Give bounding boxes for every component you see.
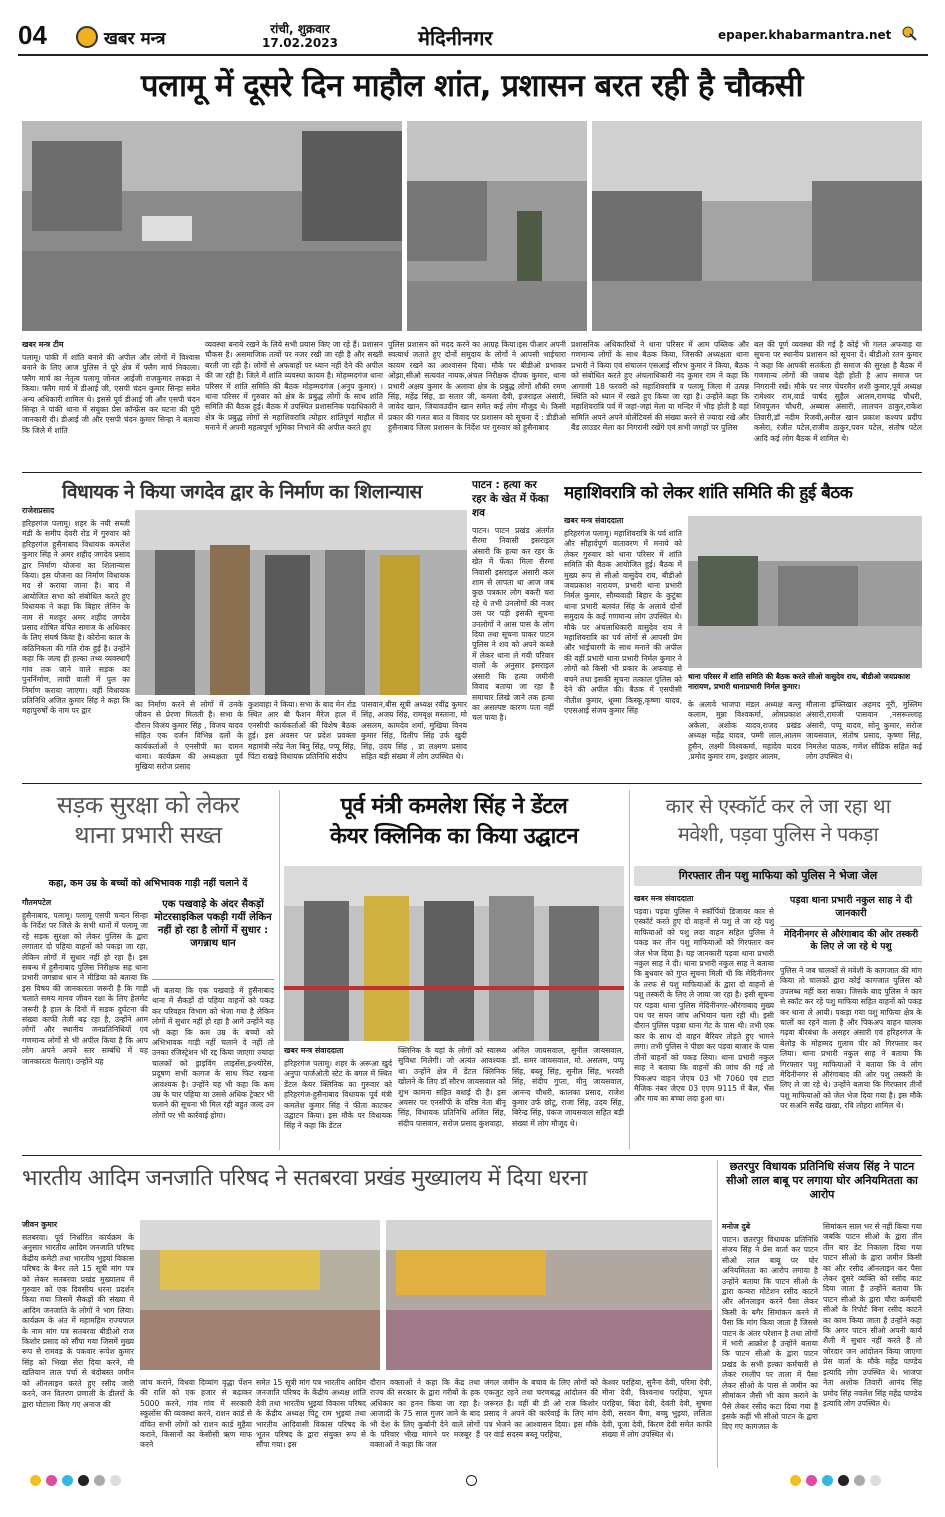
cattle-col-1 (634, 894, 774, 1150)
registration-mark (790, 1475, 801, 1486)
patan-text-1: पाटन। छतरपुर विधायक प्रतिनिधि संजय सिंह ने प्रेस वार्ता कर पाटन सीओ लाल बाबू पर घोर अनियमितता का आरोप लगाया है उन्होंने बताया कि पाटन सीओ के द्वारा कन्वरा मोटेशन रसीद काटने और ऑनलाइन करने पैसा लेकर किसी के बगैर सिमांकन करने में पैसा कि मांग किया जाता है जिससे पाटन के अंतर परेशान है तथा लोगों में भारी आक्रोश है उन्होंने बताया कि पाटन सीओ के द्वारा पाटन प्रखंड के सभी हल्का कर्मचारी से लेकर रमलीप पर ताला में पैसा लेकर सीओ के पास से जमीन का सीमांकन जैसी भी काम कराने के पैसे लेकर रसीद कटा दिया गया है इसके कहीं भी सीओ पाटन के द्वारा दिए गए कागजात के (722, 1235, 818, 1432)
dental-photo (284, 866, 624, 1041)
murder-text: पाटन। पाटन प्रखंड अंतर्गत सैरमा निवासी इसराइल अंसारी कि हत्या कर रहर के खेत में फेंका मिला सैरमा निवासी इसराइल अंसारी कल शाम से लापता था आज जब कुछ पत्रकार लोग बकरी चरा रहे थे तभी उनलोगों की नजर उस पर पड़ी इसकी सूचना उनलोगों ने आस पास के लोग दिया तथा सूचना पाकर पाटन पुलिस ने शव को अपने कब्जे में लेकर थाना ले गयी परिवार वालों के अनुसार इसराइल अंसारी कि हत्या जमीनी विवाद बताया जा रहा है समाचार लिखे जाने तक हत्या का असल्पष्ट कारण पता नहीं चल पाया है। (472, 526, 554, 723)
patan-text-2: सिमांकन साल भर से नहीं किया गया जबकि पाटन सीओ के द्वारा तीन तीन बार डेट निकाला दिया गया पाटन सीओ के द्वारा जमीन किसी का और रसीद ऑनलाइन कर पैसा लेकर दूसरे व्यक्ति को रसीद काट दिया जाता है उन्होंने बताया कि पाटन सीओ के द्वारा चौरा कर्मचारी सीओ के रिपोर्ट बिना रसीद काटने का काम किया जाता है उन्होंने कहा कि अगर पाटन सीओ अपनी कार्य शैली में सुधार नहीं करते हैं तो जोरदार जन आंदोलन किया जाएगा प्रेस वार्ता के मौके महेंद्र पाण्डेय इत्यादि लोग उपस्थित थे। भाजपा नेता अशोक तिवारी आनंद सिंह प्रमोद सिंह नवलेश सिंह महेंद्र पाण्डेय इत्यादि लोग उपस्थित थे। (823, 1222, 922, 1408)
lead-text-1: पलामू। पांकी में शांति बनाने की अपील और लोगों में विश्वास बनाने के लिए आज पुलिस ने पूरे क्षेत्र में फ्लैग मार्च निकाला। फ्लैग मार्च का नेतृत्व पलामू जोनल आईजी राजकुमार लकड़ा ने किया। फ्लैग मार्च में डीआई जी, एसपी चंदन कुमार सिन्हा समेत अन्य अधिकारी शामिल थे। इससे पूर्व डीआई जी और एसपी चंदन सिन्हा ने पांकी थाना में संयुक्त प्रेस कॉन्फ्रेंस कर घटना की पूरी जानकारी दी। डीआई जी और एसपी चंदन कुमार सिन्हा ने बताया कि जिले में शांति (22, 353, 200, 435)
lead-text-5: बल की पूर्ण व्यवस्था की गई है कोई भी गलत अफवाह या सूचना पर स्थानीय प्रशासन को सूचना दें। बीडीओ रतन कुमार ने कहा कि आपकी सतर्कता ही समाज की सुरक्षा है बैठक में गणमान्य लोगों की जवाब देही होती है आप समाज पर निगरानी रखें। मौके पर नगर चेयरमैन शशी कुमार,पूर्व अध्यक्ष रामेश्वर राम,वार्ड पार्षद सुहैल आलम,रामचंद्र चौधरी, शिवपूजन चौधरी, अब्बास अंसारी, लालचन ठाकुर,राकेश तिवारी,डॉ नदीम रिजवी,अनील खान प्रकाश कश्यप प्रदीप कसेरा, रंजीत पटेल,राजीव ठाकुर,पवन पटेल, संतोष पटेल आदि कई लोग बैठक में शामिल थे। (754, 340, 922, 443)
cattle-byline: खबर मन्त्र संवाददाता (634, 894, 694, 903)
cattle-headline-line-1: कार से एस्कॉर्ट कर ले जा रहा था (665, 794, 891, 818)
registration-mark (806, 1475, 817, 1486)
road-text-1: हुसैनाबाद, पलामू। पलामू एसपी चन्दन सिन्हा के निर्देश पर जिले के सभी थानों में पलामू जा रहे सड़क सुरक्षा को लेकर पुलिस के द्वारा लगातार दो पहिया वाहनों को पकड़ा जा रहा, लेकिन लोगों में सुधार नहीं हो रहा है। इस सबन्ध में हुसैनाबाद पुलिस निरीक्षक सह थाना प्रभारी जगन्नाथ धान ने मीडिया को बताया कि इस विषय की जानकारता जरूरी है कि गाड़ी चलाते समय मानव जीवन रक्षा के लिए हेलमेट जरूरी है हाल के दिनों में सड़क दुर्घटना की संख्या काफी तेजी बढ़ रहा है, उन्होंने आम लोगों और स्थानीय जनप्रतिनिधियों एवं गणमान्य लोगों से भी अपील किया है कि आप लोग अपने अपने स्तर सम्बंधि में यह जानकारता फैलाएं। उन्होंने यह (22, 911, 148, 1066)
road-text-2: भी बताया कि एक पखवाड़े में हुसैनाबाद थाना में सैकड़ों दो पहिया वाहनों को पकड़ कर परिवहन विभाग को भेजा गया है लेकिन लोगों में सुधार नहीं हो रहा है आगे उन्होंने यह भी कहा कि कम उम्र के बच्चों को अभिभावक गाड़ी नहीं चलाने दे नहीं तो उनका रजिस्ट्रेशन भी रद्द किया जाएगा ज्यादा चालकों को ड्राइविंग लाइसेंस,इन्श्योरेंस, प्रदूषण सभी कागज के साथ फिट रखना आवश्यक है। उन्होंने यह भी कहा कि कम उम्र के चार पहिया या उससे अधिक ट्रेक्टर भी चलाने की सूचना भी मिल रही बहुत जल्द उन लोगों पर भी कार्रवाई होगा। (152, 986, 274, 1120)
cattle-headline (634, 792, 922, 848)
registration-mark (30, 1475, 41, 1486)
jagdev-text-2: का निर्माण करने से लोगों में उनके जीवन से प्रेरणा मिलती है। सभा के दौरान विजय कुमार सिंह , विजय यादव संहित एक दर्जन विभिन्न दलों के कार्यकर्ताओं ने एनसीपी का दामन थामा। कार्यक्रम की अध्यक्षता पूर्व मुखिया सरोज प्रसाद (135, 700, 243, 772)
lead-headline: पलामू में दूसरे दिन माहौल शांत, प्रशासन बरत रही है चौकसी (140, 68, 804, 104)
jagdev-col-1 (22, 506, 130, 778)
shivratri-text-1: हरिहरगंज पलामू। महाशिवरात्रि के पर्व शांति और सौहार्दपूर्ण वातावरण में मनाये को लेकर गुरुवार को थाना परिसर में शांति समिति की बैठक आयोजित हुई। बैठक में मुख्य रूप से सीओ वासुदेव राय, बीडीओ जयप्रकाश नारायण, प्रभारी थाना प्रभारी निर्मल कुमार, सौम्यवादी बिहार के कुटुंबा थाना प्रभारी बलवंत सिंह के अलावे दोनों समुदाय के कई गणमान्य लोग उपस्थित थे। मौके पर अंचलाधिकारी वासुदेव राय ने महाशिवरात्रि का पर्व लोगों से आपसी प्रेम और भाईचारगी के साथ मनाने की अपील की वहीं प्रभारी थाना प्रभारी निर्मल कुमार ने लोगों को किसी भी प्रकार के अफवाह से बचने तथा इसकी सूचना तत्काल पुलिस को देने की अपील की। बैठक में एसपीसी नीतीश कुमार, धूम्मा किस्कू,कृष्णा यादव, एएसआई संजय कुमार सिंह (564, 529, 682, 715)
road-col-1 (22, 898, 148, 1150)
shivratri-photo (688, 516, 922, 668)
registration-mark (62, 1475, 73, 1486)
tribal-text-2: जांच कराने, विधवा दिव्यांग वृद्धा पेंशन की राशि को एक हजार से बढ़ाकर 5000 करने, गांव गांव में सरकारी स्कूलोंस की व्यवस्था करने, राशन कार्ड से वंचित सभी लोगों को राशन कार्ड मुहैया कराने, किसानों का केसीसी ऋण माफ करने (140, 1378, 252, 1450)
date: 17.02.2023 (262, 36, 338, 50)
page-number: 04 (18, 20, 47, 50)
dental-text-1: हरिहरगंज पलामू। शहर के अरूआ खुर्द अनुपा पार्जओती स्टेट के बगल में स्थित डेंटल केयर क्लिनिक का गुरुवार को हरिहरगंज-हुसैनाबाद विधायक पूर्व मंत्री कमलेश कुमार सिंह ने फीता काटकर उद्घाटन किया। इस मौके पर विधायक सिंह ने कहा कि डेंटल (284, 1059, 392, 1131)
column-divider (717, 1160, 718, 1468)
lead-text-2: व्यवस्था बनाये रखने के लिये सभी प्रयास किए जा रहे हैं। प्रशासन चौकस है। असमाजिक तत्वों पर नजर रखी जा रही है और सख्ती बरती जा रही है। लोगों से अफवाहों पर ध्यान नहीं देने की अपील की जा रही है। जिले में शांति व्यवस्था कायम है। मोहम्मदगंज थाना परिसर में शांति समिति की बैठक मोहम्मदगंज (अनुप कुमार) । थाना परिसर में गुरुवार को क्षेत्र के प्रबुद्ध लोगों के साथ शांति समिति की बैठक हुई। बैठक में उपस्थित प्रशासनिक पदाधिकारी ने क्षेत्र के प्रबुद्ध लोगों से महाशिवरात्रि त्योहार शांतिपूर्ण माहौल में मनाने में अपनी महत्वपूर्ण भूमिका निभाने की अपील करते हुए (205, 340, 383, 433)
cattle-banner: गिरफ्तार तीन पशु माफिया को पुलिस ने भेजा जेल (634, 866, 922, 886)
dental-col-1 (284, 1046, 392, 1150)
tribal-byline: जीवन कुमार (22, 1220, 58, 1229)
patan-col-1 (722, 1222, 818, 1468)
dental-text-2: क्लिनिक के यहां के लोगों को स्वास्थ्य सुविधा मिलेगी। जो अत्यंत आवश्यक था। उन्होंने क्षेत्र में डेंटल क्लिनिक खोलने के लिए डॉ सौरभ जायसवाल को शुभ कामना सहित बधाई दी है। इस अवसर पर एनसीपी के वरिष्ठ नेता बीनू सिंह, विधायक प्रतिनिधि अजित सिंह, संदीप पासवान, सरोज प्रसाद कुशवाहा, (398, 1046, 506, 1128)
jagdev-text-1: हरिहरगंज पलामू। शहर के नयी सब्जी मंडी के समीप देवरी रोड में गुरुवार को हरिहरगंज हुसैनाबाद विधायक कमलेश कुमार सिंह ने अमर शहीद जगदेव प्रसाद द्वार निर्माण योजना का शिलान्यास किया। इस योजना का निर्माण विधायक मद से कराया जाना है। बाद में आयोजित सभा को संबोधित करते हुए विधायक ने कहा कि बिहार लेनिन के नाम से मशहूर अमर शहीद जगदेव प्रसाद शोषित वंचित समाज के अधिकार के लिए संघर्ष किया है। कोरोना काल के कठिनिकता की गति रोक हुई है। उन्होंने कहा कि जल्द ही हल्का तथ्य व्यवस्थाएँ गांव तक जाने वाले सड़क का पुनर्निर्माण, लादी वाली में पुल का निर्माण कराया जाएगा। वहीं विधायक प्रतिनिधि अजित कुमार सिंह ने कहा कि महापुरुषों के नाम पर द्वार (22, 519, 130, 716)
tribal-photo-1 (140, 1220, 380, 1370)
patan-headline: छतरपुर विधायक प्रतिनिधि संजय सिंह ने पाटन सीओ लाल बाबू पर लगाया घोर अनियमितता का आरोप (726, 1160, 918, 1201)
registration-mark (838, 1475, 849, 1486)
column-divider (629, 790, 630, 1150)
jagdev-byline: राजेशप्रसाद (22, 506, 55, 515)
cattle-text-2: पुलिस ने जब चालकों से मवेशी के कागजात की मांग किया तो चालकों द्वारा कोई कागजात पुलिस को उपलब्ध नहीं करा सका। जिसके बाद पुलिस ने कार से स्कॉट कर रहे पशु माफिया सहित वाहनों को पकड़ कर थाना ले आयी। पकड़ा गया पशु माफिया क्षेत्र के चालों का रहने वाला है और पिकअप वाहन चालक गढ़वा बीरबंधा के असहर अंसारी एवं हरिहरगंज के बेलोड़ के मोहम्मद गुलाम पीर को गिरफ्तार कर लिया। थाना प्रभारी नकुल साह ने बताया कि गिरफ्तार पशु माफियाओं ने बताया कि वे लोग मेदिनीनगर से औरंगाबाद की ओर पशु तस्करी के लिए ले जा रहे थे। उन्होंने बताया कि गिरफ्तार तीनों पशु माफियाओं को जेल भेज दिया गया है। इस मौके पर सअनि सर्वेंद्र खखा, रवि लोहरा शामिल थे। (780, 966, 922, 1111)
patan-byline: मनोज दुबे (722, 1222, 751, 1231)
cattle-side-head-2: मेदिनीनगर से औरंगाबाद की ओर तस्करी के लिए ले जा रहे थे पशु (780, 926, 922, 962)
jagdev-photo (135, 510, 467, 695)
lead-photo-3 (592, 121, 922, 331)
registration-mark (46, 1475, 57, 1486)
lead-text-4: प्रशासनिक अधिकारियों ने थाना परिसर में आम पब्लिक और गणमान्य लोगों के साथ बैठक किया, जिसकी अध्यक्षता थाना प्रभारी ने किया एवं संचालन एसआई सौरभ कुमार ने किया, बैठक को संबोधित करते हुए अंचलाधिकारी नंद कुमार राम ने कहा कि आगामी 18 फरवरी को महाशिवरात्रि व पलामू जिला में उत्पन्न स्थिति को ध्यान में रखते हुए किया जा रहा है। उन्होंने कहा कि महाशिवरात्रि पर्व में जहां-जहां मेला या मन्दिर में भीड़ होती है वहां समिति अपने अपने वोलेंटियर्स की संख्या करने से ज्यादा रखे और बैंड लाउडर मेला का निगरानी रखेंगे एवं सभी जगहों पर पुलिस (571, 340, 749, 433)
tribal-photo-2 (386, 1220, 712, 1370)
registration-mark (870, 1475, 881, 1486)
lead-col-1 (22, 340, 200, 468)
dental-headline-line-2: केयर क्लिनिक का किया उद्घाटन (329, 824, 579, 849)
shivratri-text-3: मौलाना इफ्तिखार अहमद नूरी, मुस्लिम अंसारी,रामजी पासवान ,नसरूल्लाह अंसारी, पप्पू यादव, सोनू कुमार, सरोज जायसवाल, संतोष प्रसाद, कृष्णा सिंह, निमलेश पाठक, गणेश सौंडिक सहित कई लोग उपस्थित थे। (806, 700, 922, 762)
cursor-icon (902, 26, 918, 42)
masthead (18, 18, 928, 56)
tribal-text-6: केश्वर परहिया, सुनैना देवी, परिमा देवी, मीना देवी, विश्वनाथ परहिया, भूपत परहिया, बिंदा देवी, देवंती देवी, सुषमा देवी, सरवन बैगा, बच्चु भुइयां, ललिता देवी, पूजा देवी, किरण देवी समेत काफी संख्या में लोग उपस्थित थे। (602, 1378, 712, 1440)
divider (22, 783, 922, 784)
road-headline-line-1: सड़क सुरक्षा को लेकर (56, 791, 240, 819)
brand-logo-icon (76, 26, 98, 48)
tribal-headline: भारतीय आदिम जनजाति परिषद ने सतबरवा प्रखंड मुख्यालय में दिया धरना (22, 1166, 587, 1191)
dental-text-3: अनिल जायसवाल, सुनील जायसवाल, डॉ. समर जायसवाल, मो. असलम, पप्पू सिंह, बब्लू सिंह, सुनील सिंह, भरवरी सिंह, संदीप गुप्ता, मीनु जायसवाल, आनन्द चौधरी, कालका प्रसाद, राजेश कुमार उर्फ छोटू, राजा सिंह, उदय सिंह, बिरेन्द्र सिंह, पंकज जायसवाल सहित बड़ी संख्या में लोग मौजूद थे। (512, 1046, 624, 1128)
murder-headline: पाटन : हत्या कर रहर के खेत में फेंका शव (472, 479, 549, 519)
shivratri-col-1 (564, 516, 682, 778)
column-divider (279, 790, 280, 1150)
jagdev-text-4: पासवान,बीस सूत्री अध्यक्ष रवींद्र कुमार सिंह, अजय सिंह, रामवृक्ष मस्ताना, मो असलम, कामदेव शर्मा, मुखिया विनय कुमार सिंह, दिलीप सिंह उर्फ खुदी सिंह, उदय सिंह , डा लक्ष्मण प्रसाद सहित बड़ी संख्या में लोग उपस्थित थे। (361, 700, 467, 762)
road-byline: गौतमपटेल (22, 898, 52, 907)
lead-text-3: पुलिस प्रशासन को मदद करने का आग्रह किया।इस पीआर अपनी स्वत्यार्थ जताते हुए दोनों समुदाय के लोगों ने आपसी भाईचारा कायम रखने का आश्वासन दिया। मौके पर बीडीओ प्रभाकर ओझा,सीओ सत्यवंत नायक,अंचल निरीक्षक दीपक कुमार, थाना प्रभारी अक्षय कुमार के अलावा क्षेत्र के प्रबुद्ध लोगों शौकी रमण सिंह, महेंद्र सिंह, डा सतार जी, कमला देवी, इजराइल अंसारी, जावेद खान, जियावउदीन खान समेत कई लोग मौजूद थे। किसी प्रकार की गलत बात व विवाद पर प्रशासन को सूचना दें : डीडीओ हुसैनाबाद जिला प्रशासन के निर्देश पर गुरुवार को हुसैनाबाद (388, 340, 566, 433)
jagdev-headline: विधायक ने किया जगदेव द्वार के निर्माण का शिलान्यास (62, 481, 422, 503)
murder-story (472, 478, 554, 778)
cattle-text-1: पड़वा। पड़वा पुलिस ने स्कॉर्पियो डिजायर कार से एस्कॉर्ट करते हुए दो वाहनों से पशु ले जा रहे पशु माफियाओं को पशु लदा वाहन सहित पुलिस ने पकड़ कर तीन पशु माफियाओं को गिरफ्तार कर जेल भेज दिया है। यह जानकारी पड़वा थाना प्रभारी नकुल साह ने दी। थाना प्रभारी नकुल साह ने बताया कि बुधवार को गुप्त सूचना मिली थी कि मेदिनीनगर के तरफ से पशु माफियाओं के द्वारा दो वाहनों से पशु तस्करी के लिए ले जाया जा रहा है। इसी सूचना पर पड़वा थाना पुलिस मेदिनीनगर-औरंगाबाद मुख्य पथ पर सघन जांच अभियान चला रही थी। इसी दौरान पुलिस पड़वा थाना गेट के पास थी। तभी एक कार के साथ दो वाहन बैरियर तोड़ते हुए भागने लगा। तभी पुलिस ने पीछा कर पड़वा बाजार के पास तीनों वाहनों को पकड़ लिया। थाना प्रभारी नकुल साह ने बताया कि वाहनों की जांच की गई तो पिकअप वाहन जेएच 03 भी 7060 एवं टाटा मैजिक नंबर जेएच 03 एएम 9115 में बैल, भैंस और गाय का बच्चा लदा हुआ था। (634, 907, 774, 1104)
tribal-text-1: सतबरवा। पूर्व निर्धारित कार्यक्रम के अनुसार भारतीय आदिम जनजाति परिषद केंद्रीय कमेटी तथा भारतीय भुइयां विकास परिषद के बैनर तले 15 सूत्री मांग पत्र को लेकर सतबरवा प्रखंड मुख्यालय में गुरुवार को एक दिवसीय धरना प्रदर्शन किया गया जिसमें सैकड़ों की संख्या में आदिम जनजाति के लोगों ने भाग लिया। कार्यक्रम के अंत में महामहिम राज्यपाल के नाम मांग पत्र सतबरवा बीडीओ राज किशोर प्रसाद को सौंपा गया जिसमें मुख्य रूप से रामवड़ के पकवार रूपेश कुमार सिंह को भिखा सेरा दिया करने, मी खतियान लाल पर्चा से बंदोबस्त जमीन को ऑनलाइन करते हुए रसीद जारी करने, जन वितरण प्रणाली के डीलरों के द्वारा घोटाला किए गए अनाज की (22, 1233, 134, 1409)
dental-headline (284, 792, 624, 852)
city-day: रांची, शुक्रवार (270, 22, 330, 36)
lead-byline: खबर मन्त्र टीम (22, 340, 64, 349)
divider (22, 1155, 922, 1156)
lead-photo-1 (22, 121, 402, 331)
cattle-headline-line-2: मवेशी, पड़वा पुलिस ने पकड़ा (677, 822, 879, 846)
registration-mark (110, 1475, 121, 1486)
crosshair-icon (466, 1475, 477, 1486)
registration-mark (78, 1475, 89, 1486)
registration-mark (854, 1475, 865, 1486)
shivratri-headline: महाशिवरात्रि को लेकर शांति समिति की हुई बैठक (564, 483, 853, 503)
brand-name: खबर मन्त्र (104, 29, 166, 49)
site-url[interactable]: epaper.khabarmantra.net (718, 28, 892, 42)
tribal-text-4: दौरान वक्ताओं ने कहा कि केंद्र तथा राज्य की सरकार के द्वारा गरीबों के हक अधिकार का हनन किया जा रहा है। आजादी के 75 साल गुजर जाने के बाद भी देश के लिए कुर्बानी देने वाले लोगों के परिवार भीख मांगने पर मजबूर हैं वक्ताओं ने कहा कि जल (370, 1378, 480, 1450)
edition-date (250, 22, 350, 50)
road-pull-quote: एक पखवाड़े के अंदर सैकड़ों मोटरसाइकिल पकड़ी गयीं लेकिन नहीं हो रहा है लोगों में सुधार : जगन्नाथ धान (152, 898, 274, 980)
divider (22, 472, 922, 473)
shivratri-text-2: के अलावे भाजपा मंडल अध्यक्ष बल्लू कलाम, मुन्ना विश्वकर्मा, ओमप्रकाश अकेला, अशोक यादव,राजद प्रखंड अध्यक्ष महेंद्र यादव, पम्मी लाल,आलम हुसैन, लक्ष्मी विश्वकर्मा, महादेव यादव ,प्रमोद कुमार राम, इशहार आलम, (688, 700, 801, 762)
section-name: मेदिनीनगर (418, 26, 493, 50)
road-headline-line-2: थाना प्रभारी सख्त (74, 821, 222, 849)
jagdev-text-3: कुशवाहा ने किया। सभा के बाद मेन रोड स्थित आर बी फैशन मैरेज हाल में एनसीपी कार्यकर्ताओं की विशेष बैठक हुई। इस अवसर पर प्रदेश प्रवक्ता महामंत्री नरेंद्र नेता बिनु सिंह, पप्पू सिंह, पिंटा राखड़े विधायक प्रतिनिधि संदीप (248, 700, 356, 762)
cattle-side-head-1: पड़वा थाना प्रभारी नकुल साह ने दी जानकारी (789, 895, 913, 919)
lead-photo-2 (407, 121, 587, 331)
tribal-text-5: जंगल जमीन के बचाव के लिए लोगों को एकजुट रहने तथा चरणबद्ध आंदोलन की जरूरत है। वहीं बी डी ओ राज किशोर प्रसाद ने अपने की कार्रवाई के लिए मांग पत्र भेजने का आश्वासन दिया। इस मौके पर वार्ड सदस्य बब्लू परहिया, (484, 1378, 598, 1440)
registration-mark (94, 1475, 105, 1486)
dental-byline: खबर मन्त्र संवाददाता (284, 1046, 344, 1055)
shivratri-byline: खबर मन्त्र संवाददाता (564, 516, 624, 525)
road-headline (22, 790, 274, 850)
registration-mark (822, 1475, 833, 1486)
tribal-text-3: समेत 15 सूत्री मांग पत्र भारतीय आदिम जनजाति परिषद के केंद्रीय अध्यक्ष शांति देवी तथा भारतीय भुइयां विकास परिषद के केंद्रीय अध्यक्ष पिंटू राम भुइयां तथा भारतीय आदिवासी विकास परिषद के भूतन परिषद के द्वारा संयुक्त रूप से सौंपा गया। इस (256, 1378, 366, 1450)
dental-headline-line-1: पूर्व मंत्री कमलेश सिंह ने डेंटल (340, 794, 568, 819)
tribal-col-1 (22, 1220, 134, 1468)
road-subhead: कहा, कम उम्र के बच्चों को अभिभावक गाड़ी नहीं चलाने दें (48, 878, 248, 889)
shivratri-caption: थाना परिसर में शांति समिति की बैठक करते सीओ वासुदेव राय, बीडीओ जयप्रकाश नारायण, प्रभारी थानाप्रभारी निर्मल कुमार। (688, 672, 911, 691)
